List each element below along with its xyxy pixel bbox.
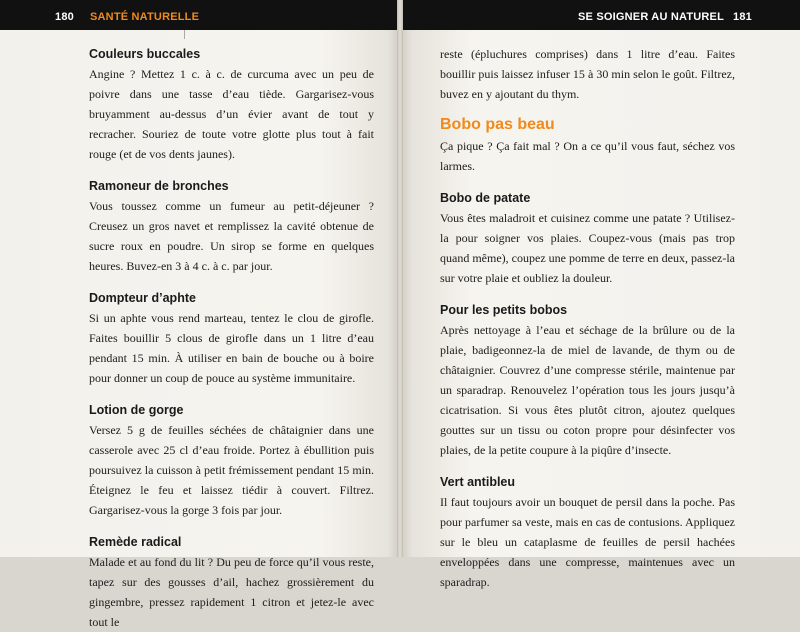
- section-heading: Ramoneur de bronches: [89, 179, 229, 193]
- right-page: [400, 0, 800, 589]
- section-heading: Vert antibleu: [440, 475, 516, 489]
- section-heading: Bobo de patate: [440, 191, 531, 205]
- section-text: Vous toussez comme un fumeur au petit-déjeuner ? Creusez un gros navet et remplissez la cavité obtenue de sucre roux en poudre. Un sirop se forme en quelques heures. Buvez-en 3 à 4 c. à c. par jour.: [89, 199, 374, 273]
- left-header-bar: [0, 0, 400, 30]
- left-running-title: SANTÉ NATURELLE: [90, 11, 200, 23]
- right-header-bar: [400, 0, 800, 30]
- book-spine: [397, 0, 403, 557]
- section-bobo-de-patate: [440, 188, 735, 288]
- section-ramoneur-de-bronches: [89, 176, 374, 276]
- section-heading: Dompteur d’aphte: [89, 291, 196, 305]
- continuation-text: reste (épluchures comprises) dans 1 litre d’eau. Faites bouillir puis laissez infuser 15 à 30 min selon le goût. Filtrez, buvez en y ajoutant du thym.: [440, 47, 735, 101]
- chapter-intro: Ça pique ? Ça fait mal ? On a ce qu’il vous faut, séchez vos larmes.: [440, 139, 735, 173]
- section-heading: Lotion de gorge: [89, 403, 184, 417]
- section-vert-antibleu: [440, 472, 735, 592]
- section-pour-les-petits-bobos: [440, 300, 735, 460]
- section-text: Vous êtes maladroit et cuisinez comme une patate ? Utilisez-la pour soigner vos plaies. Coupez-vous (mais pas trop quand même), coupez une pomme de terre en deux, passez-la sur votre plaie et oubliez la douleur.: [440, 211, 735, 285]
- section-text: Angine ? Mettez 1 c. à c. de curcuma avec un peu de poivre dans une tasse d’eau tiède. Gargarisez-vous bruyamment au-dessus d’un évier avant de tout y recracher. Souriez de toute votre glotte plus tout à fait rouge (et de vos dents jaunes).: [89, 67, 374, 161]
- chapter-title: Bobo pas beau: [440, 116, 555, 133]
- section-text: Malade et au fond du lit ? Du peu de force qu’il vous reste, tapez sur des gousses d’ail, hachez grossièrement du gingembre, pressez rapidement 1 citron et jetez-le avec tout le: [89, 555, 374, 629]
- section-text: Il faut toujours avoir un bouquet de persil dans la poche. Pas pour parfumer sa veste, mais en cas de contusions. Appliquez sur le bleu un cataplasme de feuilles de persil hachées enveloppées dans une compresse, maintenues avec un sparadrap.: [440, 495, 735, 589]
- section-text: Si un aphte vous rend marteau, tentez le clou de girofle. Faites bouillir 5 clous de girofle dans un 1 litre d’eau pendant 15 min. À utiliser en bain de bouche ou à boire pour donner un coup de pouce au système immunitaire.: [89, 311, 374, 385]
- section-lotion-de-gorge: [89, 400, 374, 520]
- right-running-title: SE SOIGNER AU NATUREL: [578, 11, 724, 23]
- left-page-content: [89, 44, 374, 632]
- section-heading: Remède radical: [89, 535, 182, 549]
- section-couleurs-buccales: [89, 44, 374, 164]
- right-page-number: 181: [733, 11, 752, 23]
- header-ornament: [184, 30, 185, 39]
- section-heading: Pour les petits bobos: [440, 303, 568, 317]
- right-page-content: [440, 44, 735, 592]
- section-heading: Couleurs buccales: [89, 47, 201, 61]
- left-page: [0, 0, 400, 629]
- section-remede-radical: [89, 532, 374, 632]
- section-dompteur-d-aphte: [89, 288, 374, 388]
- section-text: Après nettoyage à l’eau et séchage de la brûlure ou de la plaie, badigeonnez-la de miel de lavande, de thym ou de châtaignier. Couvrez d’une compresse stérile, maintenue par un sparadrap. Renouvelez l’opération tous les jours jusqu’à cicatrisation. Si vous êtes plutôt citron, ajoutez quelques gouttes sur un tissu ou coton propre pour désinfecter vos plaies, de la petite coupure à la piqûre d’insecte.: [440, 323, 735, 457]
- left-page-number: 180: [55, 11, 74, 23]
- section-text: Versez 5 g de feuilles séchées de châtaignier dans une casserole avec 25 cl d’eau froide. Portez à ébullition puis poursuivez la cuisson à petit frémissement pendant 15 min. Éteignez le feu et laissez tiédir à couvert. Filtrez. Gargarisez-vous la gorge 3 fois par jour.: [89, 423, 374, 517]
